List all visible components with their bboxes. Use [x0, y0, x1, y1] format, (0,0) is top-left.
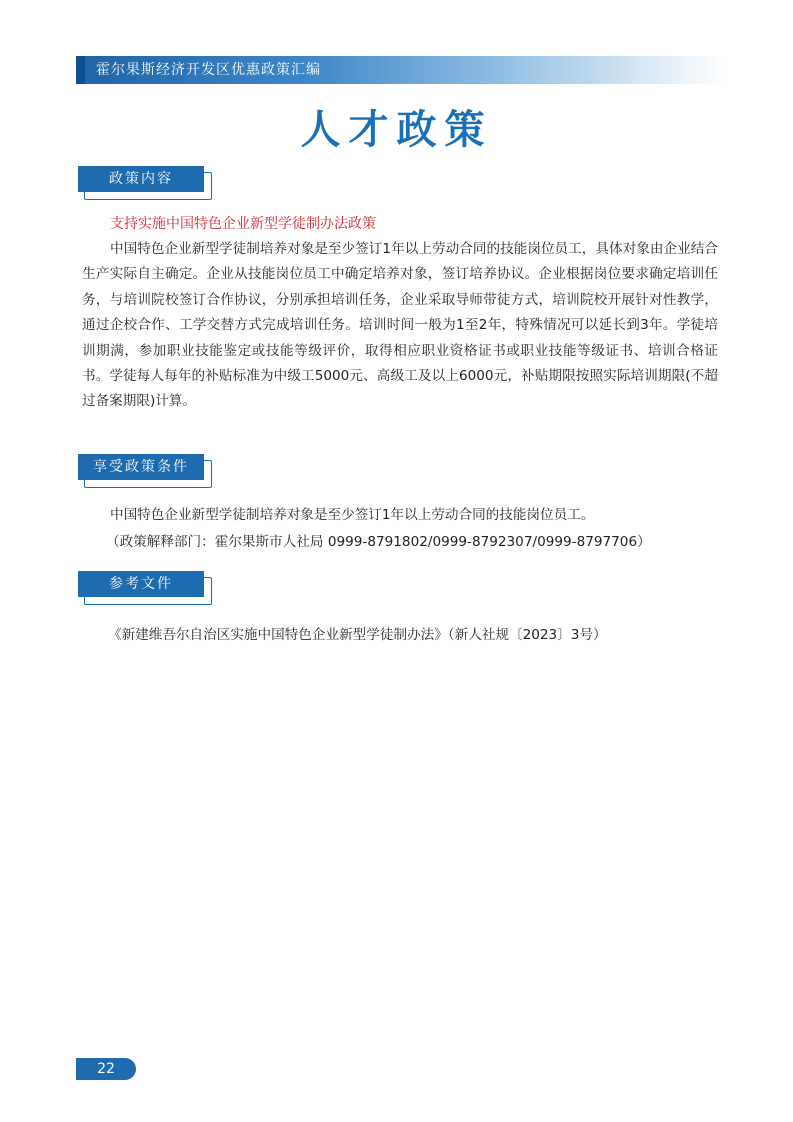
page-title: 人才政策	[300, 107, 493, 153]
reference-document-line: 《新建维吾尔自治区实施中国特色企业新型学徒制办法》（新人社规〔2023〕3号）	[108, 627, 607, 643]
header-title: 霍尔果斯经济开发区优惠政策汇编	[96, 62, 321, 78]
section-label-text: 参考文件	[78, 571, 204, 597]
section-label-references	[78, 571, 212, 607]
section-label-policy-content	[78, 166, 212, 202]
section-label-conditions	[78, 454, 212, 490]
section-label-text: 享受政策条件	[78, 454, 204, 480]
section-label-text: 政策内容	[78, 166, 204, 192]
page-number: 22	[76, 1058, 136, 1080]
header-band	[76, 56, 724, 84]
header-accent-bar	[76, 56, 85, 84]
contact-info-line: （政策解释部门：霍尔果斯市人社局 0999-8791802/0999-8792307/0999-8797706）	[106, 534, 651, 550]
policy-subheading: 支持实施中国特色企业新型学徒制办法政策	[110, 216, 376, 232]
conditions-line: 中国特色企业新型学徒制培养对象是至少签订1年以上劳动合同的技能岗位员工。	[110, 507, 595, 523]
policy-body-paragraph: 中国特色企业新型学徒制培养对象是至少签订1年以上劳动合同的技能岗位员工，具体对象由企业结合生产实际自主确定。企业从技能岗位员工中确定培养对象，签订培养协议。企业根据岗位要求确定培训任务，与培训院校签订合作协议，分别承担培训任务，企业采取导师带徒方式，培训院校开展针对性教学，通过企校合作、工学交替方式完成培训任务。培训时间一般为1至2年，特殊情况可以延长到3年。学徒培训期满，参加职业技能鉴定或技能等级评价，取得相应职业资格证书或职业技能等级证书、培训合格证书。学徒每人每年的补贴标准为中级工5000元、高级工及以上6000元，补贴期限按照实际培训期限(不超过备案期限)计算。	[82, 241, 718, 410]
